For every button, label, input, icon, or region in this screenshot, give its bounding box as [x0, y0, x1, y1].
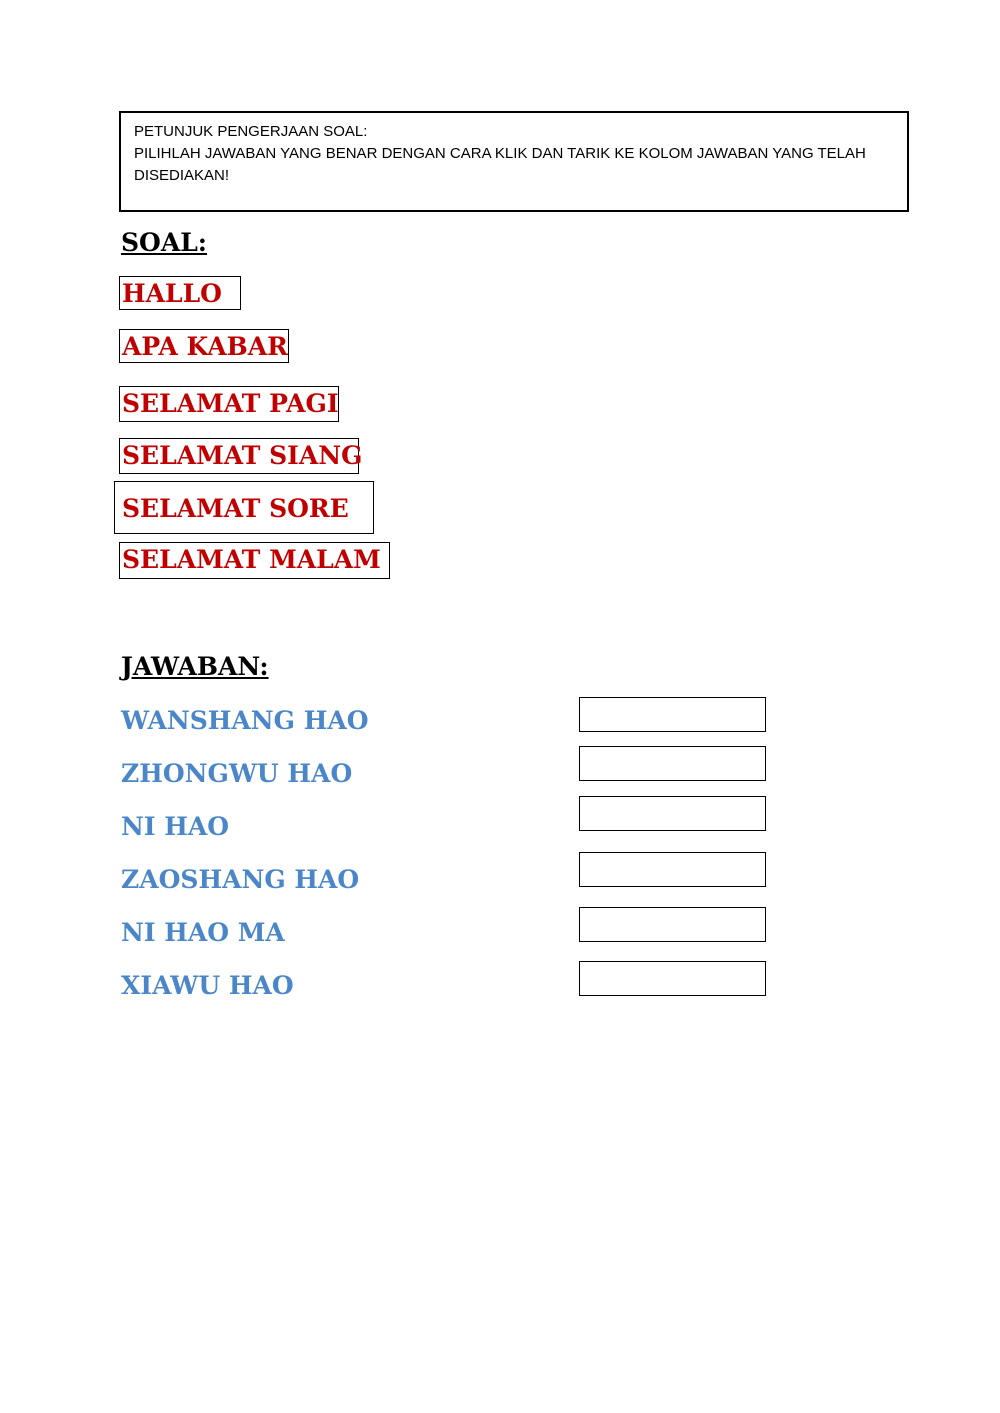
soal-item-hallo[interactable]: HALLO: [119, 276, 241, 310]
soal-item-selamat-pagi[interactable]: SELAMAT PAGI: [119, 386, 339, 422]
jawaban-label-ni-hao: NI HAO: [121, 812, 230, 841]
jawaban-label-ni-hao-ma: NI HAO MA: [121, 918, 285, 947]
soal-heading: SOAL:: [121, 228, 208, 257]
soal-item-selamat-siang[interactable]: SELAMAT SIANG: [119, 438, 359, 474]
answer-drop-box-2[interactable]: [579, 746, 766, 781]
jawaban-label-zhongwu-hao: ZHONGWU HAO: [121, 759, 353, 788]
answer-drop-box-3[interactable]: [579, 796, 766, 831]
instructions-text: PILIHLAH JAWABAN YANG BENAR DENGAN CARA KLIK DAN TARIK KE KOLOM JAWABAN YANG TELAH DISEDIAKAN!: [134, 145, 866, 184]
jawaban-heading: JAWABAN:: [121, 652, 269, 681]
soal-item-selamat-malam[interactable]: SELAMAT MALAM: [119, 542, 390, 579]
soal-item-apa-kabar[interactable]: APA KABAR: [119, 329, 289, 363]
answer-drop-box-1[interactable]: [579, 697, 766, 732]
jawaban-label-xiawu-hao: XIAWU HAO: [121, 971, 294, 1000]
answer-drop-box-6[interactable]: [579, 961, 766, 996]
jawaban-label-zaoshang-hao: ZAOSHANG HAO: [121, 865, 360, 894]
instructions-box: [119, 111, 909, 212]
answer-drop-box-5[interactable]: [579, 907, 766, 942]
answer-drop-box-4[interactable]: [579, 852, 766, 887]
instructions-title: PETUNJUK PENGERJAAN SOAL:: [134, 123, 368, 140]
jawaban-label-wanshang-hao: WANSHANG HAO: [121, 706, 369, 735]
soal-item-selamat-sore[interactable]: SELAMAT SORE: [114, 481, 374, 534]
